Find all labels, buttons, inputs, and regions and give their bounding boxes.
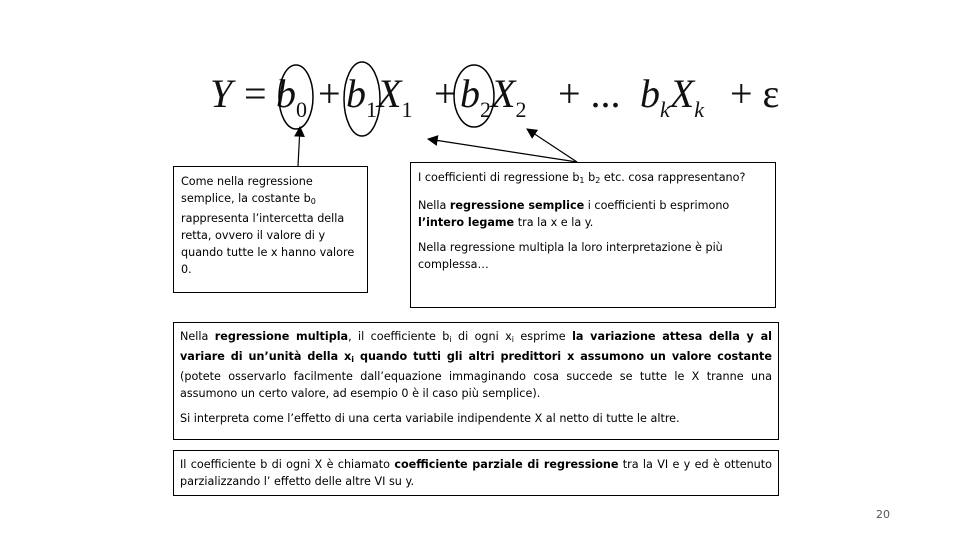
coefficients-question: I coefficienti di regressione $b_1$ $b_2$ etc. cosa rappresentano? xyxy=(418,171,746,185)
interpretation-summary: Si interpreta come l’effetto di una certa variabile indipendente X al netto di tutte le altre. xyxy=(180,412,680,425)
intercept-note-text: Come nella regressione semplice, la costante $b_0$ rappresenta l’intercetta della retta, ovvero il valore di y quando tutte le x hanno valore 0. xyxy=(181,175,355,276)
eq-error-term: + ε xyxy=(730,71,780,116)
interpretation-paragraph: Nella regressione multipla, il coefficiente $b_i$ di ogni $x_i$ esprime la variazione attesa della y al variare di un’unità della $x_i$ quando tutti gli altri predittori x assumono un valore costante (potete osservarlo facilmente dall’equazione immaginando cosa succede se tutte le X tranne una assumono un certo valore, ad esempio 0 è il caso più semplice). xyxy=(180,330,772,400)
eq-plus-1: + xyxy=(318,71,341,116)
eq-b1x1: $b_1X_1$ xyxy=(346,71,413,122)
eq-b2x2: $b_2X_2$ xyxy=(460,71,527,122)
eq-plus-2: + xyxy=(434,71,457,116)
multiple-regression-note: Nella regressione multipla la loro interpretazione è più complessa… xyxy=(418,241,723,271)
simple-regression-note: Nella regressione semplice i coefficienti b esprimono l’intero legame tra la x e la y. xyxy=(418,199,730,229)
partial-coefficient-text: Il coefficiente b di ogni X è chiamato coefficiente parziale di regressione tra la VI e y ed è ottenuto parzializzando l’ effetto delle altre VI su y. xyxy=(180,458,772,488)
coefficients-note-box xyxy=(410,162,776,308)
page-number: 20 xyxy=(876,508,890,521)
eq-bkxk: $b_kX_k$ xyxy=(640,71,704,122)
regression-equation xyxy=(200,62,800,132)
arrow-to-b2 xyxy=(527,129,577,162)
eq-ellipsis: + ... xyxy=(558,71,621,116)
arrow-to-b1 xyxy=(428,139,577,162)
eq-y: Y xyxy=(210,71,233,116)
arrow-to-b0 xyxy=(298,127,300,166)
eq-b0: $b_0$ xyxy=(276,71,307,122)
intercept-note-box xyxy=(173,166,368,293)
partial-coefficient-box xyxy=(173,450,779,496)
interpretation-box xyxy=(173,322,779,440)
eq-equals: = xyxy=(244,71,267,116)
